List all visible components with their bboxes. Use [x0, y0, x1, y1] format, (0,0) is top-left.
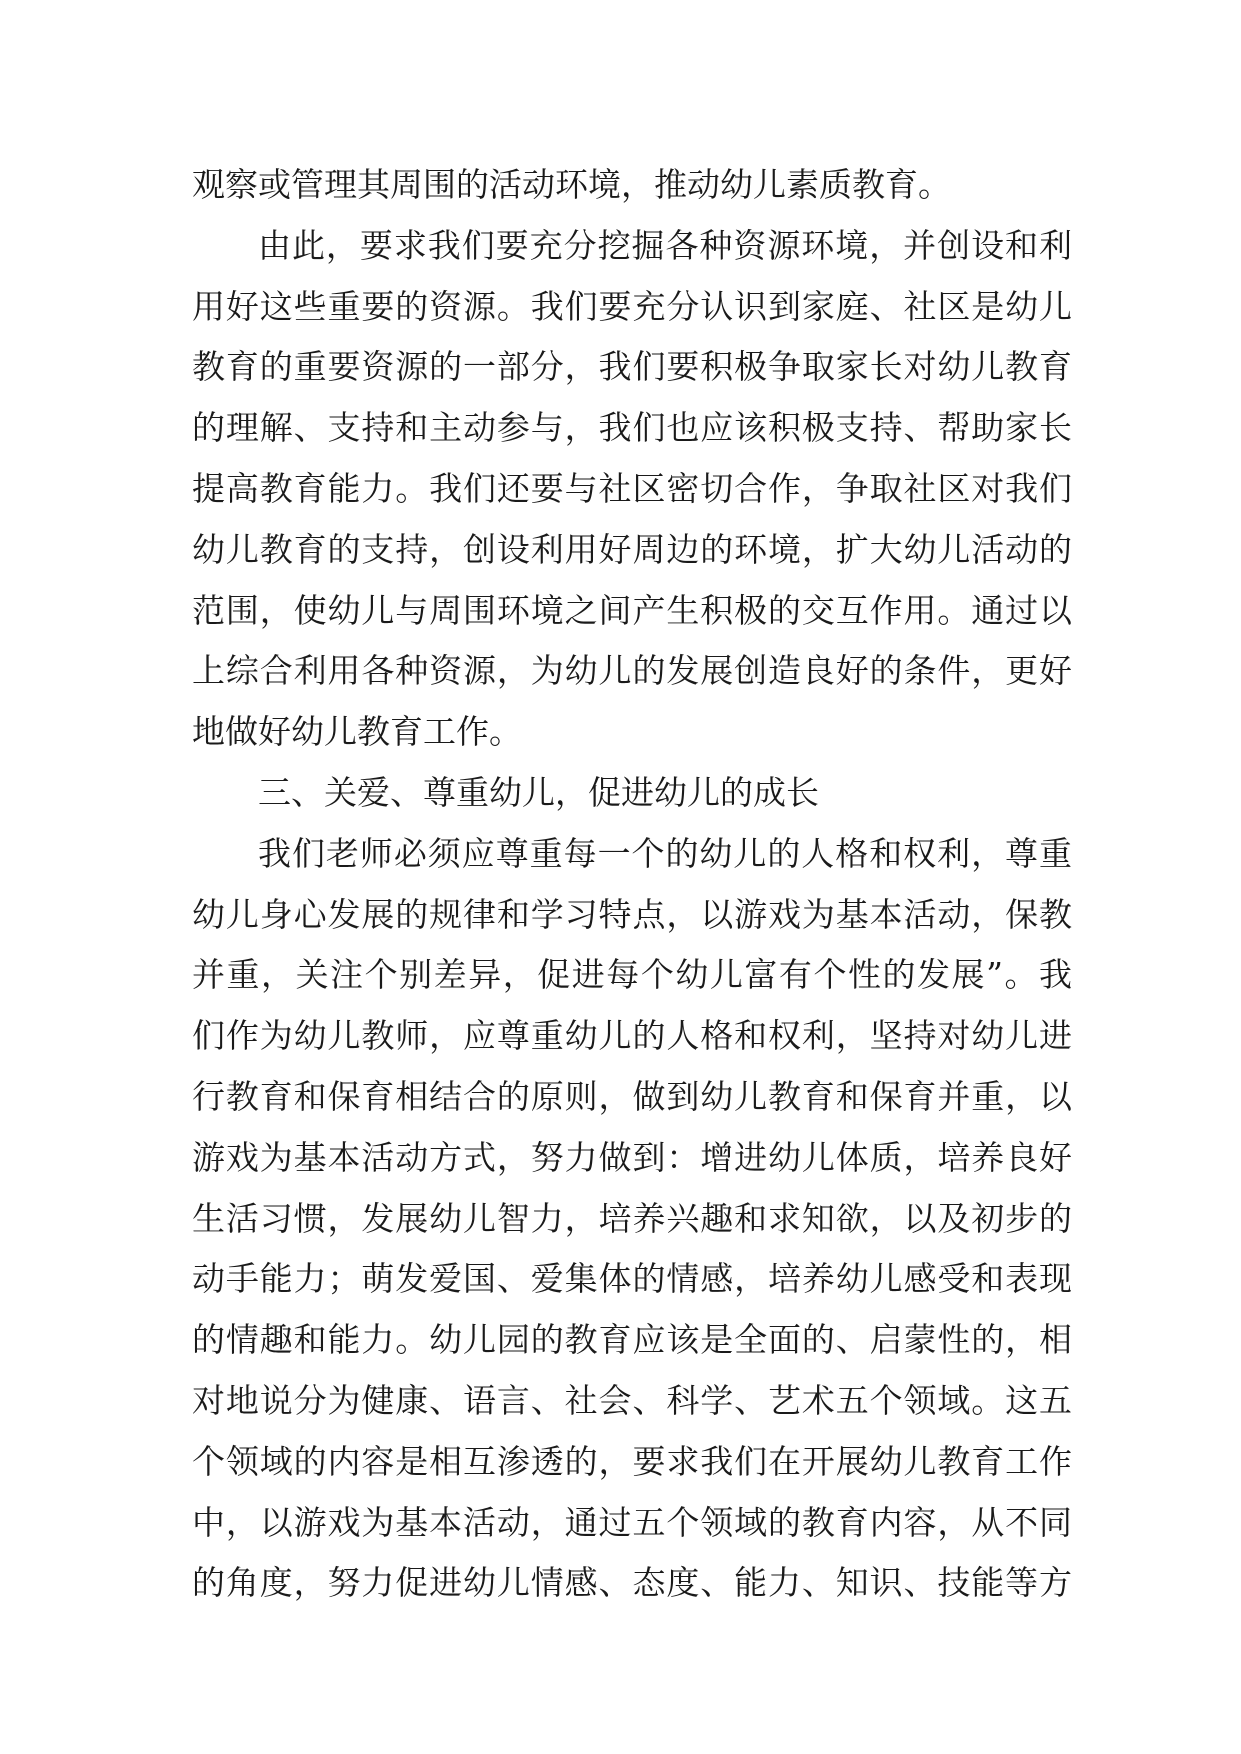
text-line: 地做好幼儿教育工作。: [192, 712, 522, 752]
body-text: [192, 155, 1072, 1614]
text-line: 行教育和保育相结合的原则，做到幼儿教育和保育并重，以: [192, 1076, 1072, 1116]
text-line: 并重，关注个别差异，促进每个幼儿富有个性的发展”。我: [192, 955, 1072, 995]
text-line: 中，以游戏为基本活动，通过五个领域的教育内容，从不同: [192, 1502, 1072, 1542]
text-line: 们作为幼儿教师，应尊重幼儿的人格和权利，坚持对幼儿进: [192, 1016, 1072, 1056]
text-line: 的理解、支持和主动参与，我们也应该积极支持、帮助家长: [192, 408, 1072, 448]
paragraph-start-line: 由此，要求我们要充分挖掘各种资源环境，并创设和利: [258, 225, 1072, 265]
text-line: 教育的重要资源的一部分，我们要积极争取家长对幼儿教育: [192, 347, 1072, 387]
section-heading: 三、关爱、尊重幼儿，促进幼儿的成长: [258, 772, 819, 812]
text-line: 提高教育能力。我们还要与社区密切合作，争取社区对我们: [192, 468, 1072, 508]
text-line: 游戏为基本活动方式，努力做到：增进幼儿体质，培养良好: [192, 1137, 1072, 1177]
paragraph-start-line: 我们老师必须应尊重每一个的幼儿的人格和权利，尊重: [258, 833, 1072, 873]
text-line: 范围，使幼儿与周围环境之间产生积极的交互作用。通过以: [192, 590, 1072, 630]
text-line: 幼儿身心发展的规律和学习特点，以游戏为基本活动，保教: [192, 894, 1072, 934]
text-line: 上综合利用各种资源，为幼儿的发展创造良好的条件，更好: [192, 651, 1072, 691]
text-line: 用好这些重要的资源。我们要充分认识到家庭、社区是幼儿: [192, 286, 1072, 326]
text-line: 动手能力；萌发爱国、爱集体的情感，培养幼儿感受和表现: [192, 1259, 1072, 1299]
text-line: 的情趣和能力。幼儿园的教育应该是全面的、启蒙性的，相: [192, 1320, 1072, 1360]
text-line: 个领域的内容是相互渗透的，要求我们在开展幼儿教育工作: [192, 1441, 1072, 1481]
text-line: 生活习惯，发展幼儿智力，培养兴趣和求知欲，以及初步的: [192, 1198, 1072, 1238]
text-line: 对地说分为健康、语言、社会、科学、艺术五个领域。这五: [192, 1380, 1072, 1420]
text-line: 的角度，努力促进幼儿情感、态度、能力、知识、技能等方: [192, 1563, 1072, 1603]
text-line: 幼儿教育的支持，创设利用好周边的环境，扩大幼儿活动的: [192, 529, 1072, 569]
text-line: 观察或管理其周围的活动环境，推动幼儿素质教育。: [192, 165, 951, 204]
